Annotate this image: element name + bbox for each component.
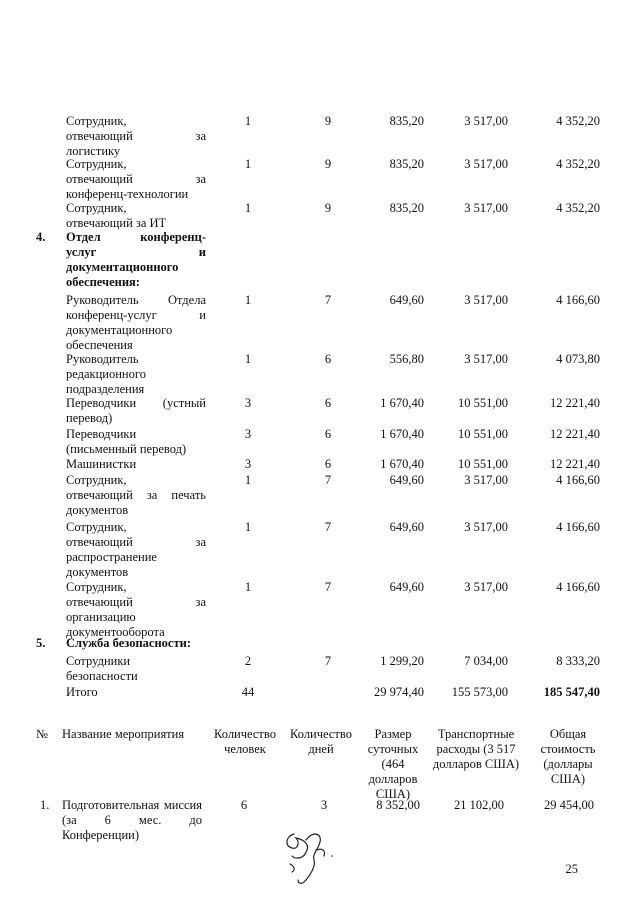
row-label-line: логистику: [66, 144, 121, 158]
total-amount: 4 166,60: [556, 293, 600, 307]
section-title: [66, 230, 206, 290]
per-diem-amount: 556,80: [389, 352, 424, 366]
row-label-line: Сотрудник,: [66, 580, 127, 594]
event-per-diem: 8 352,00: [376, 798, 420, 812]
total-amount: 12 221,40: [550, 396, 600, 410]
per-diem-amount: 649,60: [389, 473, 424, 487]
per-diem-amount: 835,20: [389, 157, 424, 171]
header-transport: Транспортные расходы (3 517 долларов США): [432, 727, 520, 771]
per-diem-amount: 29 974,40: [374, 685, 424, 699]
total-amount: 185 547,40: [543, 685, 600, 699]
transport-amount: 3 517,00: [464, 520, 508, 534]
days-count: 6: [324, 457, 332, 471]
transport-amount: 155 573,00: [451, 685, 508, 699]
transport-amount: 3 517,00: [464, 157, 508, 171]
per-diem-amount: 649,60: [389, 520, 424, 534]
people-count: 3: [244, 396, 252, 410]
row-label: [66, 520, 206, 580]
row-label: [66, 427, 206, 457]
transport-amount: 3 517,00: [464, 352, 508, 366]
per-diem-amount: 835,20: [389, 201, 424, 215]
row-label: [66, 293, 206, 353]
people-count: 1: [244, 201, 252, 215]
row-label-line: отвечающий за: [66, 535, 206, 549]
per-diem-amount: 649,60: [389, 580, 424, 594]
people-count: 3: [244, 457, 252, 471]
event-days-count: 3: [320, 798, 328, 812]
people-count: 1: [244, 352, 252, 366]
row-label: [66, 352, 206, 397]
row-label-line: Переводчики: [66, 427, 137, 441]
row-label-line: редакционного: [66, 367, 146, 381]
row-label: [66, 654, 206, 684]
row-label-line: Сотрудник,: [66, 473, 127, 487]
per-diem-amount: 1 670,40: [380, 396, 424, 410]
row-label-line: Служба безопасности:: [66, 636, 191, 650]
row-label: [66, 457, 206, 472]
total-amount: 12 221,40: [550, 427, 600, 441]
total-amount: 4 352,20: [556, 201, 600, 215]
event-number: 1.: [40, 798, 50, 812]
header-total-cost: Общая стоимость (доллары США): [540, 727, 596, 786]
header-number: №: [36, 727, 48, 741]
people-count: 2: [244, 654, 252, 668]
row-label-line: обеспечения:: [66, 275, 140, 289]
transport-amount: 10 551,00: [458, 427, 508, 441]
row-label: [66, 114, 206, 159]
per-diem-amount: 649,60: [389, 293, 424, 307]
event-total-cost: 29 454,00: [544, 798, 594, 812]
total-amount: 4 352,20: [556, 114, 600, 128]
row-label: [66, 157, 206, 202]
header-days-count: Количество дней: [290, 727, 352, 756]
days-count: 7: [324, 654, 332, 668]
row-label: [66, 473, 206, 518]
total-amount: 4 073,80: [556, 352, 600, 366]
transport-amount: 3 517,00: [464, 114, 508, 128]
row-label-line: (письменный перевод): [66, 442, 187, 456]
people-count: 1: [244, 114, 252, 128]
days-count: 7: [324, 580, 332, 594]
row-label-line: перевод): [66, 411, 113, 425]
per-diem-amount: 1 670,40: [380, 457, 424, 471]
row-label-line: отвечающий за: [66, 129, 206, 143]
row-label: [66, 396, 206, 426]
row-label-line: Отдел конференц-: [66, 230, 206, 244]
header-people-count: Количество человек: [214, 727, 276, 756]
row-label-line: Сотрудник,: [66, 520, 127, 534]
row-label-line: документов: [66, 503, 129, 517]
people-count: 1: [244, 293, 252, 307]
people-count: 3: [244, 427, 252, 441]
row-label-line: отвечающий за печать: [66, 488, 206, 502]
total-amount: 4 166,60: [556, 520, 600, 534]
per-diem-amount: 1 299,20: [380, 654, 424, 668]
people-count: 44: [241, 685, 255, 699]
event-transport: 21 102,00: [454, 798, 504, 812]
row-label-line: конференц-услуг и: [66, 308, 206, 322]
people-count: 1: [244, 520, 252, 534]
row-label-line: подразделения: [66, 382, 145, 396]
row-label-line: Сотрудник,: [66, 201, 127, 215]
page-number: 25: [565, 862, 578, 876]
transport-amount: 3 517,00: [464, 201, 508, 215]
days-count: 7: [324, 473, 332, 487]
row-label-line: документооборота: [66, 625, 165, 639]
header-per-diem: Размер суточных (464 долларов США): [367, 727, 419, 801]
row-label: [66, 580, 206, 640]
row-label-line: Сотрудник,: [66, 157, 127, 171]
row-label-line: безопасности: [66, 669, 138, 683]
total-amount: 4 166,60: [556, 473, 600, 487]
row-label-line: Сотрудник,: [66, 114, 127, 128]
transport-amount: 10 551,00: [458, 396, 508, 410]
row-label-line: Итого: [66, 685, 98, 699]
row-label: [66, 201, 206, 231]
row-label-line: конференц-технологии: [66, 187, 189, 201]
days-count: 9: [324, 114, 332, 128]
row-label-line: отвечающий за: [66, 172, 206, 186]
days-count: 6: [324, 427, 332, 441]
days-count: 6: [324, 396, 332, 410]
row-label-line: Машинистки: [66, 457, 137, 471]
section-title: [66, 636, 206, 651]
people-count: 1: [244, 157, 252, 171]
signature-mark: [276, 820, 340, 890]
row-label-line: Руководитель Отдела: [66, 293, 206, 307]
row-label-line: документов: [66, 565, 129, 579]
row-label-line: организацию: [66, 610, 136, 624]
row-label-line: отвечающий за ИТ: [66, 216, 167, 230]
row-label-line: Руководитель: [66, 352, 139, 366]
row-label-line: распространение: [66, 550, 157, 564]
days-count: 9: [324, 201, 332, 215]
row-label-line: услуг и: [66, 245, 206, 259]
days-count: 7: [324, 520, 332, 534]
total-amount: 12 221,40: [550, 457, 600, 471]
row-label-line: Переводчики (устный: [66, 396, 206, 410]
total-amount: 4 166,60: [556, 580, 600, 594]
total-amount: 8 333,20: [556, 654, 600, 668]
header-event-name: Название мероприятия: [62, 727, 185, 741]
transport-amount: 10 551,00: [458, 457, 508, 471]
per-diem-amount: 835,20: [389, 114, 424, 128]
section-number: 4.: [36, 230, 46, 244]
event-people-count: 6: [240, 798, 248, 812]
per-diem-amount: 1 670,40: [380, 427, 424, 441]
days-count: 6: [324, 352, 332, 366]
row-label: [66, 685, 206, 700]
section-number: 5.: [36, 636, 46, 650]
transport-amount: 3 517,00: [464, 293, 508, 307]
row-label-line: документационного: [66, 323, 173, 337]
row-label-line: обеспечения: [66, 338, 133, 352]
row-label-line: Сотрудники: [66, 654, 131, 668]
transport-amount: 3 517,00: [464, 580, 508, 594]
transport-amount: 7 034,00: [464, 654, 508, 668]
transport-amount: 3 517,00: [464, 473, 508, 487]
people-count: 1: [244, 580, 252, 594]
total-amount: 4 352,20: [556, 157, 600, 171]
days-count: 7: [324, 293, 332, 307]
days-count: 9: [324, 157, 332, 171]
event-name: Подготовительная миссия (за 6 мес. до Конференции): [62, 798, 202, 842]
people-count: 1: [244, 473, 252, 487]
row-label-line: отвечающий за: [66, 595, 206, 609]
row-label-line: документационного: [66, 260, 179, 274]
